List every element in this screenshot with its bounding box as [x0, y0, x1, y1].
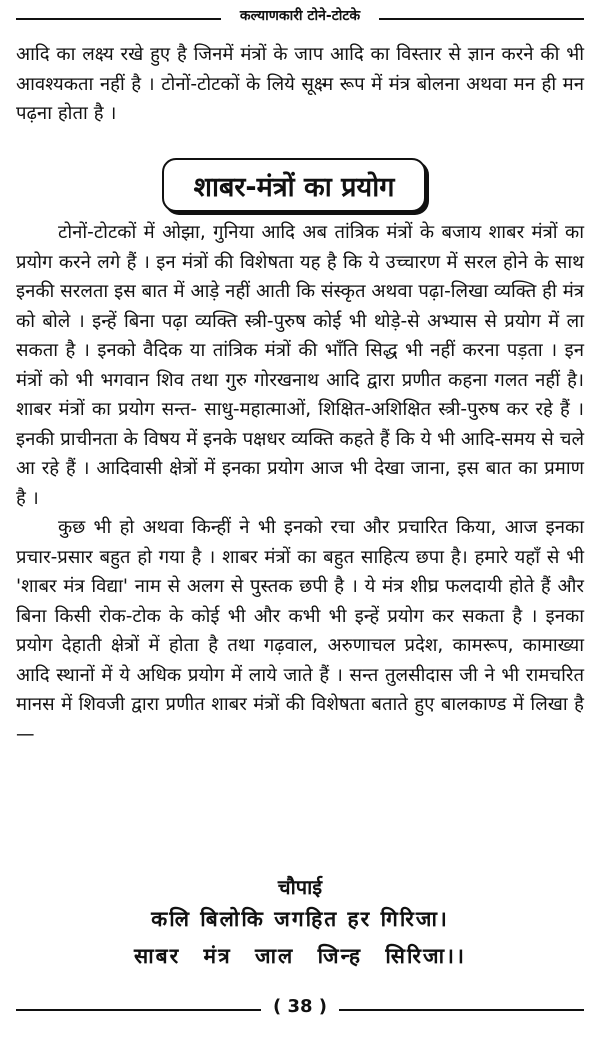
verse-title: चौपाई — [277, 875, 323, 899]
body-text — [16, 218, 584, 749]
page-footer — [16, 996, 584, 1024]
header-rule-right — [379, 18, 584, 20]
page-number: ( 38 ) — [272, 996, 328, 1017]
section-heading: शाबर-मंत्रों का प्रयोग — [162, 158, 426, 212]
footer-rule-right — [339, 1009, 584, 1011]
intro-paragraph: आदि का लक्ष्य रखे हुए है जिनमें मंत्रों के जाप आदि का विस्तार से ज्ञान करने की भी आवश्यकता नहीं है । टोनों-टोटकों के लिये सूक्ष्म रूप में मंत्र बोलना अथवा मन ही मन पढ़ना होता है । — [16, 44, 584, 124]
verse-line-1: कलि बिलोकि जगहित हर गिरिजा। — [151, 907, 449, 931]
paragraph-2: कुछ भी हो अथवा किन्हीं ने भी इनको रचा और प्रचारित किया, आज इनका प्रचार-प्रसार बहुत हो गया है । शाबर मंत्रों का बहुत साहित्य छपा है। हमारे यहाँ से भी 'शाबर मंत्र विद्या' नाम से अलग से पुस्तक छपी है । ये मंत्र शीघ्र फलदायी होते हैं और बिना किसी रोक-टोक के कोई भी और कभी भी इन्हें प्रयोग कर सकता है । इनका प्रयोग देहाती क्षेत्रों में होता है तथा गढ़वाल, अरुणाचल प्रदेश, कामरूप, कामाख्या आदि स्थानों में ये अधिक प्रयोग में लाये जाते हैं । सन्त तुलसीदास जी ने भी रामचरित मानस में शिवजी द्वारा प्रणीत शाबर मंत्रों की विशेषता बताते हुए बालकाण्ड में लिखा है— — [16, 517, 584, 745]
running-title: कल्याणकारी टोने-टोटके — [239, 8, 361, 24]
footer-rule-left — [16, 1009, 261, 1011]
verse-line-2: साबर मंत्र जाल जिन्ह सिरिजा।। — [134, 944, 466, 968]
running-header — [16, 4, 584, 32]
intro-text — [16, 40, 584, 129]
paragraph-1: टोनों-टोटकों में ओझा, गुनिया आदि अब तांत्रिक मंत्रों के बजाय शाबर मंत्रों का प्रयोग करने लगे हैं । इन मंत्रों की विशेषता यह है कि ये उच्चारण में सरल होने के साथ इनकी सरलता इस बात में आड़े नहीं आती कि संस्कृत अथवा पढ़ा-लिखा व्यक्ति ही मंत्र को बोले । इन्हें बिना पढ़ा व्यक्ति स्त्री-पुरुष कोई भी थोड़े-से अभ्यास से प्रयोग में ला सकता है । इनको वैदिक या तांत्रिक मंत्रों की भाँति सिद्ध भी नहीं करना पड़ता । इन मंत्रों को भी भगवान शिव तथा गुरु गोरखनाथ आदि द्वारा प्रणीत कहना गलत नहीं है। शाबर मंत्रों का प्रयोग सन्त- साधु-महात्माओं, शिक्षित-अशिक्षित स्त्री-पुरुष कर रहे हैं । इनकी प्राचीनता के विषय में इनके पक्षधर व्यक्ति कहते हैं कि ये भी आदि-समय से चले आ रहे हैं । आदिवासी क्षेत्रों में इनका प्रयोग आज भी देखा जाना, इस बात का प्रमाण है । — [16, 222, 584, 509]
header-rule-left — [16, 18, 221, 20]
